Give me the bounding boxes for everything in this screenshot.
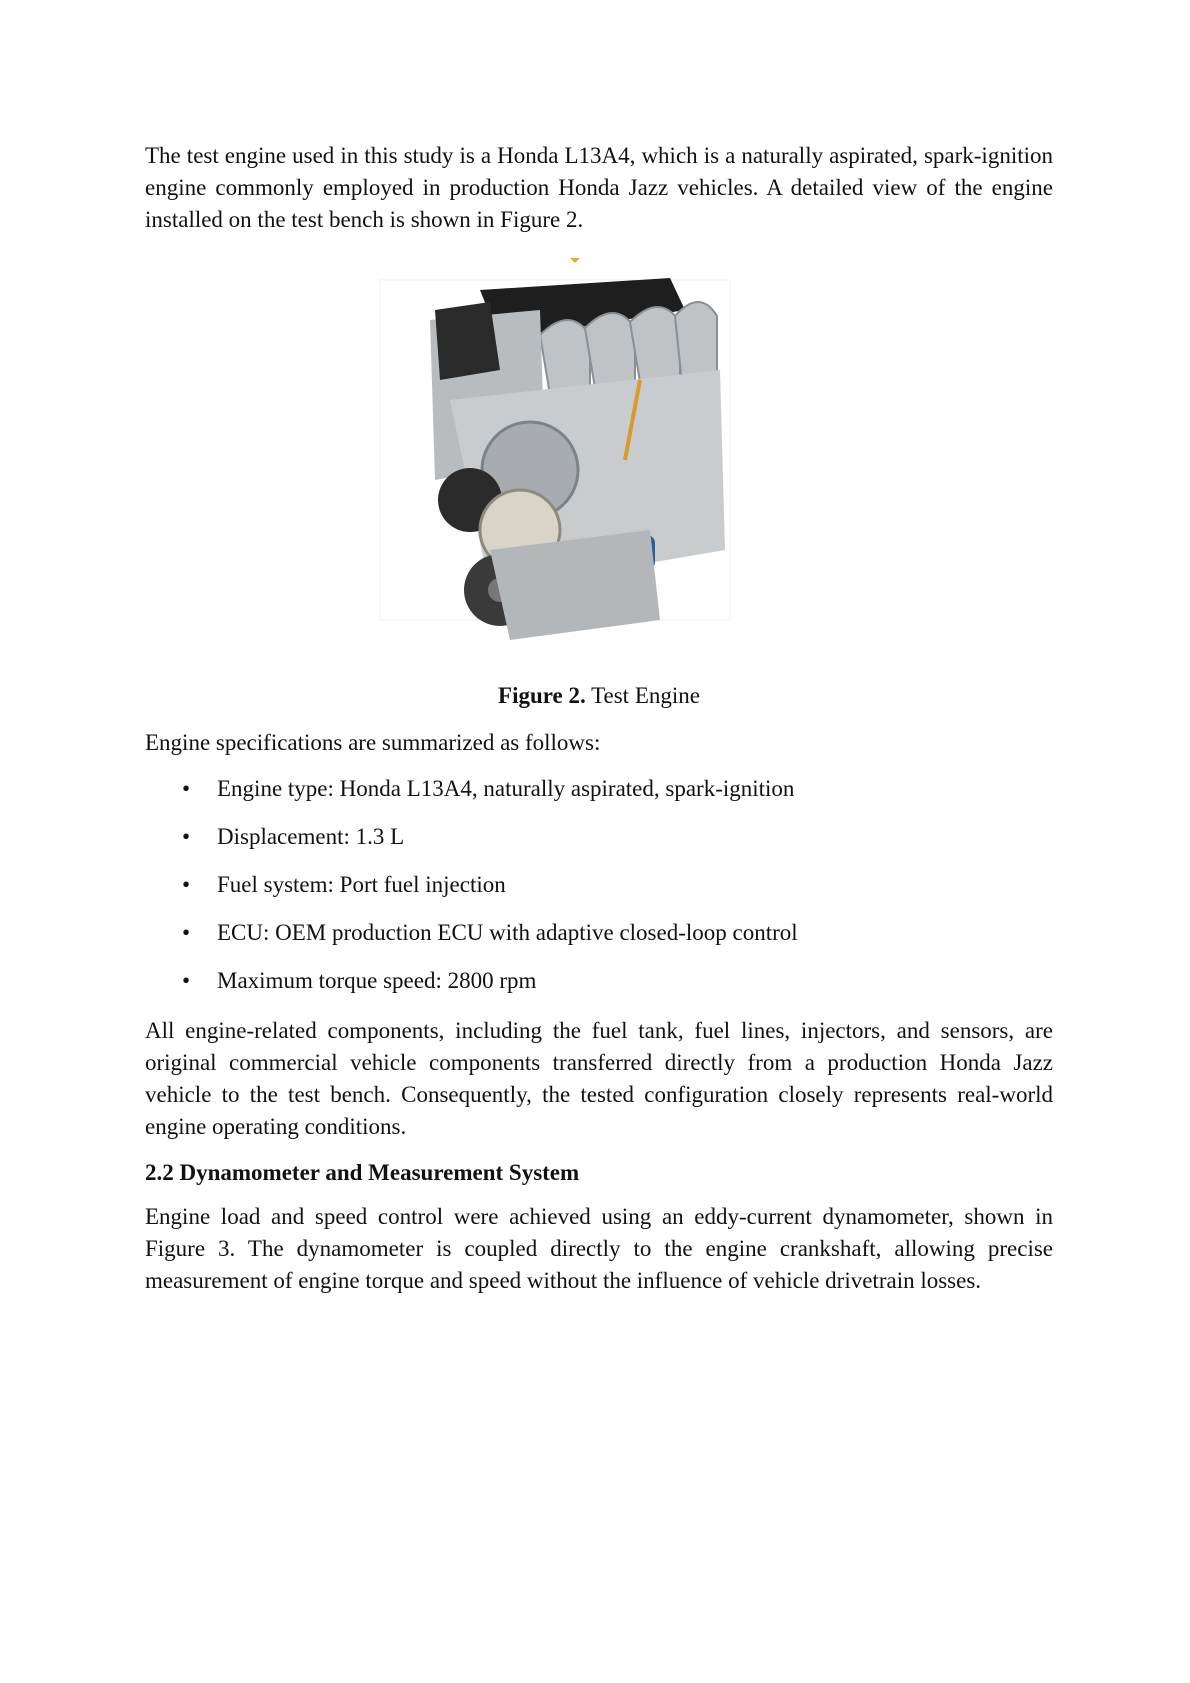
figure-caption-text: Test Engine [585,683,700,708]
dyno-paragraph: Engine load and speed control were achieved using an eddy-current dynamometer, shown in Figure 3. The dynamometer is coupled directly to the engine crankshaft, allowing precise measurement of engine torque and speed without the influence of vehicle drivetrain losses. [145,1204,1053,1293]
bullet-icon: • [182,920,191,945]
bullet-icon: • [182,776,191,801]
list-item [145,965,1053,1013]
engine-photo-icon [340,250,760,650]
spec-text: Fuel system: Port fuel injection [217,872,506,897]
components-paragraph: All engine-related components, including the fuel tank, fuel lines, injectors, and sensors, are original commercial vehicle components transferred directly from a production Honda Jazz vehicle to the test bench. Consequently, the tested configuration closely represents real-world engine operating conditions. [145,1018,1053,1139]
bullet-icon: • [182,968,191,993]
document-page [145,140,1053,1293]
specs-list [145,773,1053,1013]
list-item [145,821,1053,869]
body-after-figure [145,727,1053,1297]
figure-2 [145,250,1053,670]
figure-caption [145,680,1053,712]
specs-intro: Engine specifications are summarized as follows: [145,730,601,755]
spec-text: Engine type: Honda L13A4, naturally aspirated, spark-ignition [217,776,795,801]
bullet-icon: • [182,872,191,897]
list-item [145,917,1053,965]
list-item [145,773,1053,821]
figure-caption-label: Figure 2. [498,683,586,708]
spec-text: Displacement: 1.3 L [217,824,405,849]
list-item [145,869,1053,917]
bullet-icon: • [182,824,191,849]
spec-text: ECU: OEM production ECU with adaptive closed-loop control [217,920,798,945]
section-heading: 2.2 Dynamometer and Measurement System [145,1160,580,1185]
intro-paragraph: The test engine used in this study is a Honda L13A4, which is a naturally aspirated, spark-ignition engine commonly employed in production Honda Jazz vehicles. A detailed view of the engine installed on the test bench is shown in Figure 2. [145,143,1053,232]
spec-text: Maximum torque speed: 2800 rpm [217,968,537,993]
